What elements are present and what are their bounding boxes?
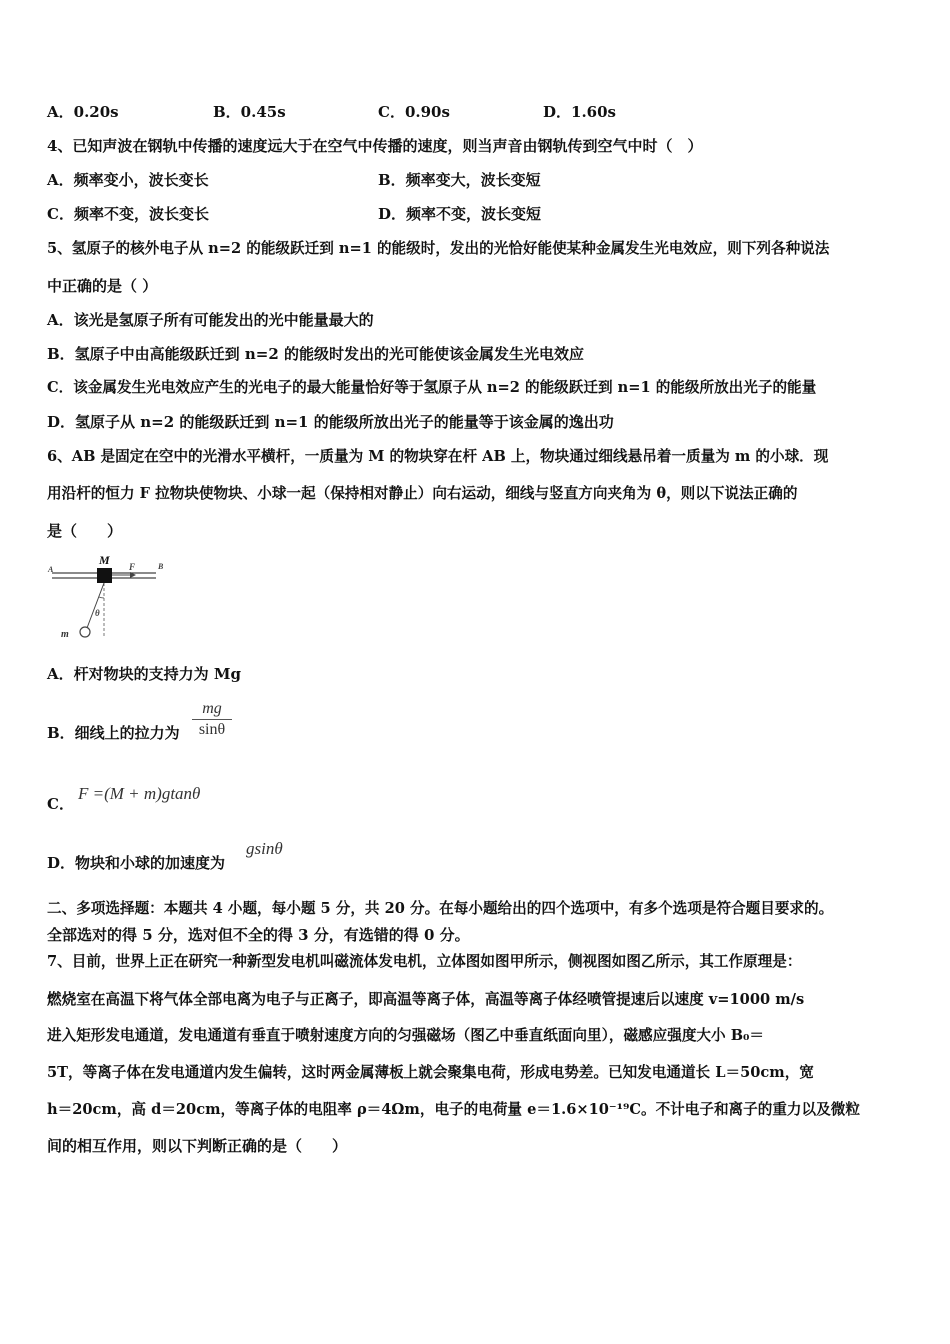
q4-stem: 4、已知声波在钢轨中传播的速度远大于在空气中传播的速度，则当声音由钢轨传到空气中时（ ）	[47, 137, 703, 155]
q6-stem-line2: 用沿杆的恒力 F 拉物块使物块、小球一起（保持相对静止）向右运动，细线与竖直方向夹角为 θ，则以下说法正确的	[47, 485, 798, 502]
q3-option-c: C．0.90s	[378, 103, 450, 121]
q5-option-a: A．该光是氢原子所有可能发出的光中能量最大的	[47, 311, 374, 329]
q3-option-b: B．0.45s	[213, 103, 286, 121]
q6-option-c-formula: F =(M + m)gtanθ	[78, 784, 201, 803]
q6-stem-line1: 6、AB 是固定在空中的光滑水平横杆，一质量为 M 的物块穿在杆 AB 上，物块通过细线悬吊着一质量为 m 的小球．现	[47, 448, 829, 465]
q6-figure-rod-block-ball	[44, 552, 169, 644]
q4-option-a: A．频率变小，波长变长	[47, 171, 209, 189]
q7-line2: 燃烧室在高温下将气体全部电离为电子与正离子，即高温等离子体，高温等离子体经喷管提速后以速度 v=1000 m/s	[47, 991, 805, 1008]
q7-line3: 进入矩形发电通道，发电通道有垂直于喷射速度方向的匀强磁场（图乙中垂直纸面向里），磁感应强度大小 B₀＝	[47, 1027, 765, 1044]
q6-option-c: C．	[47, 795, 74, 813]
q5-stem-line1: 5、氢原子的核外电子从 n=2 的能级跃迁到 n=1 的能级时，发出的光恰好能使某种金属发生光电效应，则下列各种说法	[47, 240, 830, 257]
q6-option-a: A．杆对物块的支持力为 Mg	[47, 665, 241, 683]
q6-option-b-fraction	[192, 699, 232, 740]
string-line	[87, 583, 104, 628]
q5-option-d: D．氢原子从 n=2 的能级跃迁到 n=1 的能级所放出光子的能量等于该金属的逸出功	[47, 413, 614, 431]
q6-option-d-formula: gsinθ	[246, 839, 283, 858]
q7-line6: 间的相互作用，则以下判断正确的是（ ）	[47, 1137, 348, 1155]
ball	[80, 627, 90, 637]
q4-option-c: C．频率不变，波长变长	[47, 205, 209, 223]
q5-stem-line2: 中正确的是（ ）	[47, 277, 158, 295]
label-small-m: m	[61, 629, 69, 640]
q5-option-b: B．氢原子中由高能级跃迁到 n=2 的能级时发出的光可能使该金属发生光电效应	[47, 345, 585, 363]
q4-option-b: B．频率变大，波长变短	[378, 171, 541, 189]
q6-option-b: B．细线上的拉力为	[47, 724, 180, 742]
q7-line4: 5T，等离子体在发电通道内发生偏转，这时两金属薄板上就会聚集电荷，形成电势差。已知发电通道长 L＝50cm，宽	[47, 1064, 814, 1081]
q6-stem-line3: 是（ ）	[47, 522, 123, 540]
q3-option-d: D．1.60s	[543, 103, 616, 121]
q4-option-d: D．频率不变，波长变短	[378, 205, 542, 223]
q6-option-d: D．物块和小球的加速度为	[47, 854, 226, 872]
label-theta: θ	[95, 608, 100, 618]
label-f: F	[129, 562, 136, 572]
label-b: B	[158, 562, 164, 571]
section2-heading-line2: 全部选对的得 5 分，选对但不全的得 3 分，有选错的得 0 分。	[47, 926, 470, 944]
q5-option-c: C．该金属发生光电效应产生的光电子的最大能量恰好等于氢原子从 n=2 的能级跃迁到 n=1 的能级所放出光子的能量	[47, 379, 817, 396]
q7-line1: 7、目前，世界上正在研究一种新型发电机叫磁流体发电机，立体图如图甲所示，侧视图如图乙所示，其工作原理是：	[47, 953, 802, 970]
label-a: A	[48, 565, 54, 574]
label-big-m: M	[99, 553, 110, 567]
q7-line5: h＝20cm，高 d＝20cm，等离子体的电阻率 ρ＝4Ωm，电子的电荷量 e＝1.6×10⁻¹⁹C。不计电子和离子的重力以及微粒	[47, 1101, 860, 1118]
q3-option-a: A．0.20s	[47, 103, 119, 121]
fraction-numerator: mg	[192, 699, 232, 720]
fraction-denominator: sinθ	[198, 721, 226, 738]
section2-heading-line1: 二、多项选择题：本题共 4 小题，每小题 5 分，共 20 分。在每小题给出的四个选项中，有多个选项是符合题目要求的。	[47, 900, 834, 917]
